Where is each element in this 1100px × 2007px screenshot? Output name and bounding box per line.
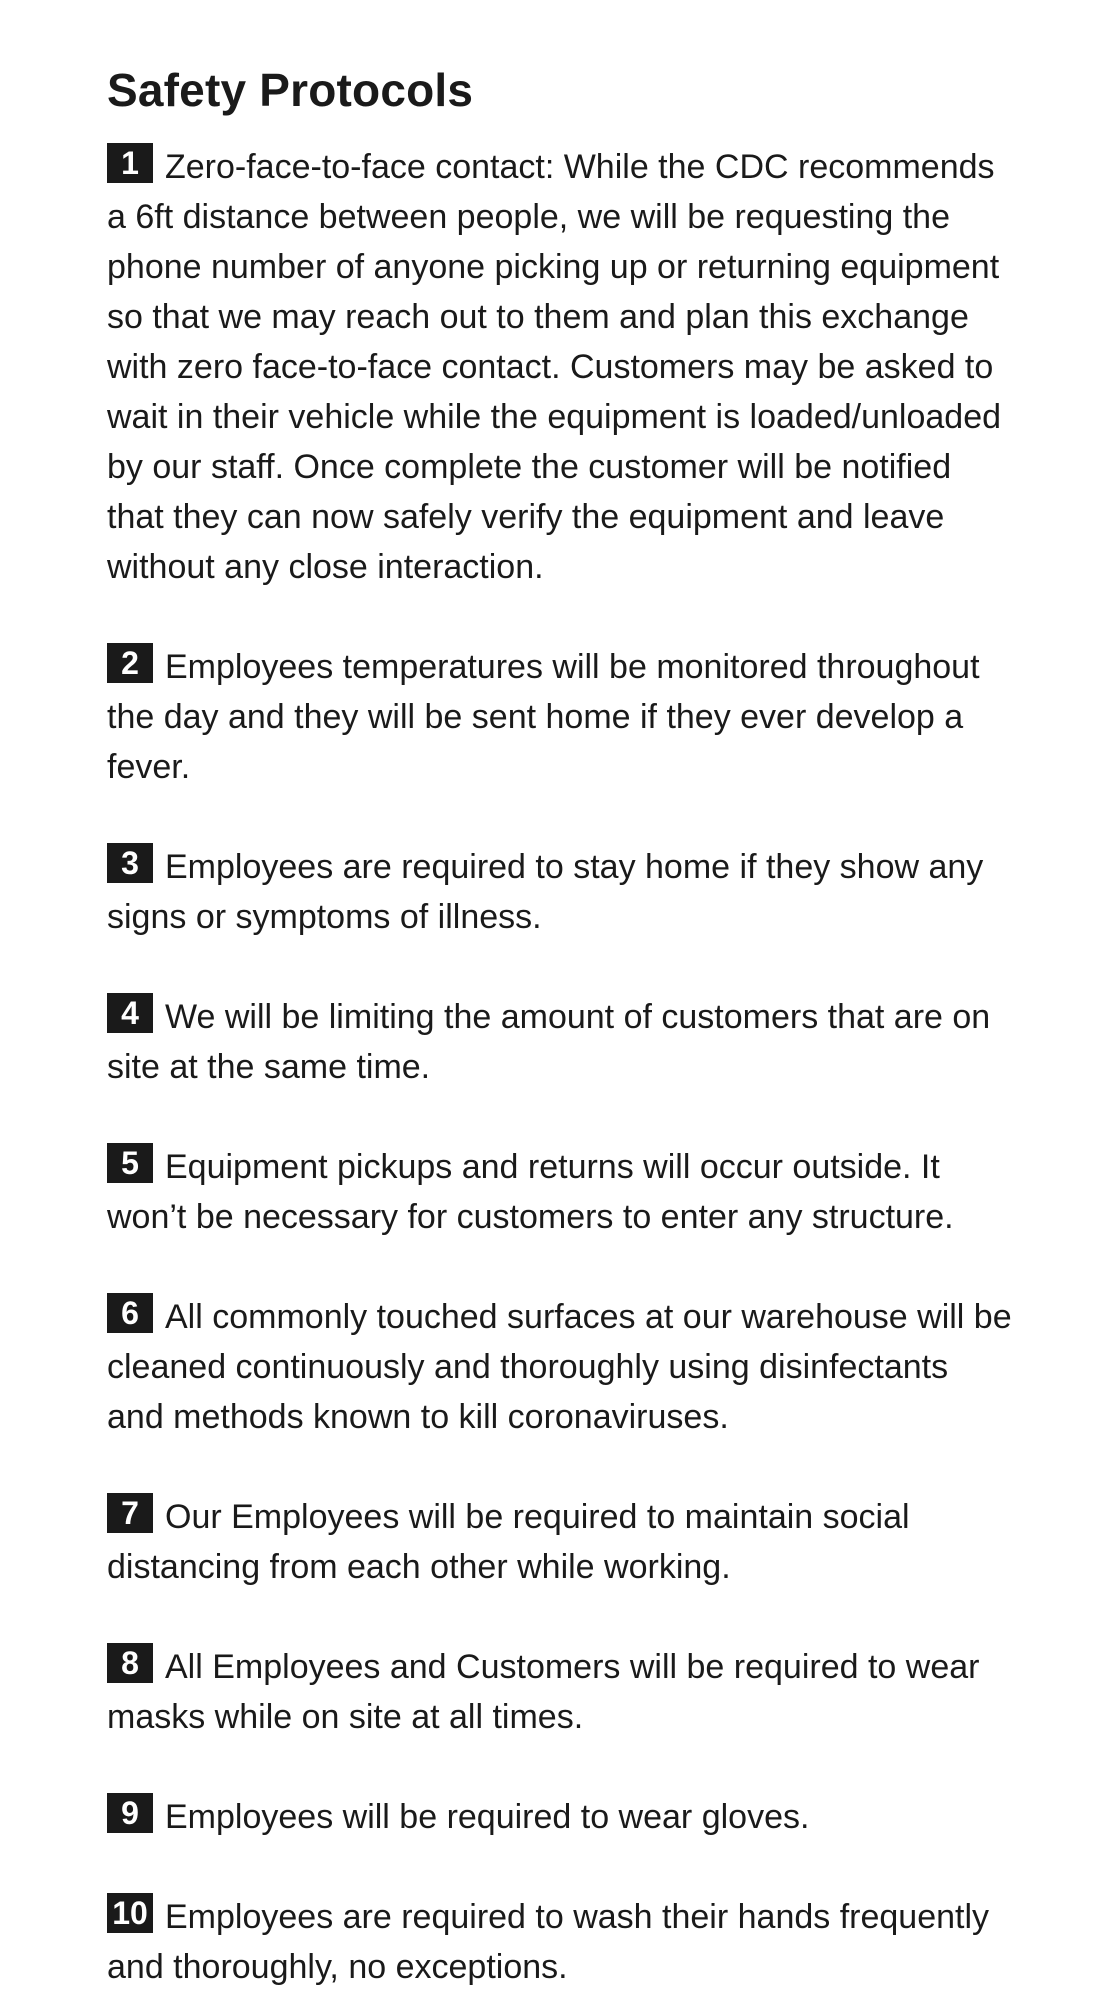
item-number-badge: 8: [107, 1643, 153, 1683]
protocol-item-1: [107, 142, 1012, 592]
page-title: Safety Protocols: [107, 64, 474, 116]
protocol-item-9: [107, 1792, 1012, 1842]
item-number-badge: 5: [107, 1143, 153, 1183]
item-number-badge: 6: [107, 1293, 153, 1333]
item-number-badge: 3: [107, 843, 153, 883]
item-text: Employees are required to wash their hands frequently and thoroughly, no exceptions.: [107, 1898, 990, 1986]
item-text: Employees are required to stay home if they show any signs or symptoms of illness.: [107, 848, 984, 936]
item-text: All Employees and Customers will be required to wear masks while on site at all times.: [107, 1648, 980, 1736]
item-number-badge: 4: [107, 993, 153, 1033]
protocol-item-2: [107, 642, 1012, 792]
item-number-badge: 2: [107, 643, 153, 683]
item-text: Equipment pickups and returns will occur outside. It won’t be necessary for customers to enter any structure.: [107, 1148, 954, 1236]
item-text: Employees will be required to wear gloves.: [165, 1798, 810, 1836]
item-number-badge: 10: [107, 1893, 153, 1933]
item-text: Our Employees will be required to maintain social distancing from each other while working.: [107, 1498, 910, 1586]
item-text: Zero-face-to-face contact: While the CDC recommends a 6ft distance between people, we will be requesting the phone number of anyone picking up or returning equipment so that we may reach out to them and plan this exchange with zero face-to-face contact. Customers may be asked to wait in their vehicle while the equipment is loaded/unloaded by our staff. Once complete the customer will be notified that they can now safely verify the equipment and leave without any close interaction.: [107, 148, 1002, 586]
protocol-item-5: [107, 1142, 1012, 1242]
protocol-item-7: [107, 1492, 1012, 1592]
item-number-badge: 1: [107, 143, 153, 183]
item-number-badge: 7: [107, 1493, 153, 1533]
protocol-item-10: [107, 1892, 1012, 1992]
safety-protocols-document: [107, 60, 1012, 1992]
protocol-item-4: [107, 992, 1012, 1092]
protocol-item-8: [107, 1642, 1012, 1742]
item-text: All commonly touched surfaces at our warehouse will be cleaned continuously and thoroughly using disinfectants and methods known to kill coronaviruses.: [107, 1298, 1012, 1436]
protocol-item-3: [107, 842, 1012, 942]
protocol-item-6: [107, 1292, 1012, 1442]
item-text: We will be limiting the amount of customers that are on site at the same time.: [107, 998, 991, 1086]
item-number-badge: 9: [107, 1793, 153, 1833]
item-text: Employees temperatures will be monitored throughout the day and they will be sent home if they ever develop a fever.: [107, 648, 980, 786]
